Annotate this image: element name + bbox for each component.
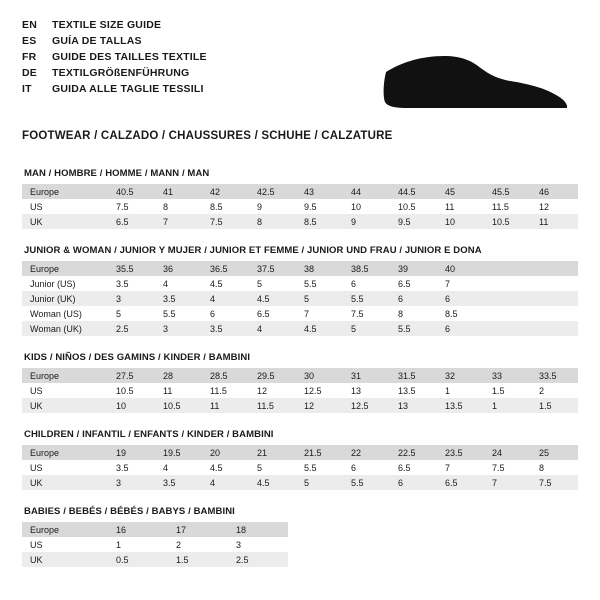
cell: 12.5 bbox=[296, 383, 343, 398]
cell: 6 bbox=[437, 291, 484, 306]
table-row bbox=[22, 214, 578, 229]
cell: 41 bbox=[155, 184, 202, 199]
cell: 1.5 bbox=[484, 383, 531, 398]
cell: 37.5 bbox=[249, 261, 296, 276]
cell: 10.5 bbox=[390, 199, 437, 214]
cell: 6.5 bbox=[249, 306, 296, 321]
cell: 5.5 bbox=[343, 475, 390, 490]
table-row bbox=[22, 460, 578, 475]
cell: 1 bbox=[484, 398, 531, 413]
cell: 5 bbox=[296, 291, 343, 306]
table-row bbox=[22, 383, 578, 398]
cell: 8 bbox=[531, 460, 578, 475]
cell: 1.5 bbox=[168, 552, 228, 567]
table-row bbox=[22, 276, 578, 291]
cell: 3 bbox=[108, 291, 155, 306]
language-title: GUIDA ALLE TAGLIE TESSILI bbox=[52, 83, 204, 95]
cell bbox=[484, 321, 531, 336]
cell: 13 bbox=[343, 383, 390, 398]
cell: 42 bbox=[202, 184, 249, 199]
cell: 4 bbox=[155, 460, 202, 475]
row-label: UK bbox=[22, 398, 108, 413]
size-group-man bbox=[22, 168, 578, 229]
cell: 7 bbox=[296, 306, 343, 321]
size-group-babies bbox=[22, 506, 578, 567]
cell: 13.5 bbox=[437, 398, 484, 413]
cell: 36 bbox=[155, 261, 202, 276]
table-row bbox=[22, 291, 578, 306]
group-title: BABIES / BEBÉS / BÉBÉS / BABYS / BAMBINI bbox=[24, 506, 235, 517]
cell: 6 bbox=[437, 321, 484, 336]
cell: 8.5 bbox=[202, 199, 249, 214]
cell: 5 bbox=[249, 460, 296, 475]
cell: 10.5 bbox=[155, 398, 202, 413]
language-list bbox=[22, 18, 207, 96]
cell bbox=[531, 306, 578, 321]
cell: 13 bbox=[390, 398, 437, 413]
cell: 28.5 bbox=[202, 368, 249, 383]
cell bbox=[531, 291, 578, 306]
cell: 6.5 bbox=[437, 475, 484, 490]
cell: 43 bbox=[296, 184, 343, 199]
cell: 2 bbox=[531, 383, 578, 398]
row-label: Europe bbox=[22, 261, 108, 276]
cell: 2.5 bbox=[228, 552, 288, 567]
size-table bbox=[22, 368, 578, 413]
cell: 10 bbox=[437, 214, 484, 229]
size-group-children bbox=[22, 429, 578, 490]
cell: 10 bbox=[343, 199, 390, 214]
cell: 7 bbox=[484, 475, 531, 490]
cell: 31 bbox=[343, 368, 390, 383]
row-label: US bbox=[22, 460, 108, 475]
language-row bbox=[22, 82, 207, 96]
cell: 4.5 bbox=[249, 475, 296, 490]
language-row bbox=[22, 34, 207, 48]
cell: 6.5 bbox=[390, 460, 437, 475]
cell: 38.5 bbox=[343, 261, 390, 276]
table-row bbox=[22, 537, 288, 552]
cell: 16 bbox=[108, 522, 168, 537]
cell: 11.5 bbox=[249, 398, 296, 413]
cell bbox=[531, 321, 578, 336]
cell: 0.5 bbox=[108, 552, 168, 567]
group-title: MAN / HOMBRE / HOMME / MANN / MAN bbox=[24, 168, 210, 179]
cell: 3.5 bbox=[202, 321, 249, 336]
size-group-junior-woman bbox=[22, 245, 578, 336]
language-code: ES bbox=[22, 35, 37, 47]
group-title: KIDS / NIÑOS / DES GAMINS / KINDER / BAMBINI bbox=[24, 352, 251, 363]
row-label: UK bbox=[22, 552, 108, 567]
cell: 2 bbox=[168, 537, 228, 552]
cell: 5.5 bbox=[155, 306, 202, 321]
cell: 7 bbox=[437, 460, 484, 475]
row-label: US bbox=[22, 383, 108, 398]
cell: 6 bbox=[202, 306, 249, 321]
language-code: FR bbox=[22, 51, 37, 63]
row-label: Junior (UK) bbox=[22, 291, 108, 306]
cell: 12 bbox=[531, 199, 578, 214]
cell: 39 bbox=[390, 261, 437, 276]
cell: 3 bbox=[228, 537, 288, 552]
row-label: Europe bbox=[22, 184, 108, 199]
size-table bbox=[22, 445, 578, 490]
language-code: EN bbox=[22, 19, 37, 31]
cell: 6.5 bbox=[108, 214, 155, 229]
table-row bbox=[22, 199, 578, 214]
size-table bbox=[22, 184, 578, 229]
cell: 17 bbox=[168, 522, 228, 537]
table-row bbox=[22, 368, 578, 383]
cell: 44 bbox=[343, 184, 390, 199]
cell: 11 bbox=[155, 383, 202, 398]
cell: 4 bbox=[202, 475, 249, 490]
language-title: GUIDE DES TAILLES TEXTILE bbox=[52, 51, 207, 63]
language-code: IT bbox=[22, 83, 32, 95]
cell: 21.5 bbox=[296, 445, 343, 460]
cell: 9 bbox=[343, 214, 390, 229]
cell: 5.5 bbox=[296, 276, 343, 291]
cell: 13.5 bbox=[390, 383, 437, 398]
group-title: JUNIOR & WOMAN / JUNIOR Y MUJER / JUNIOR ET FEMME / JUNIOR UND FRAU / JUNIOR E DONA bbox=[24, 245, 482, 256]
cell: 6 bbox=[390, 475, 437, 490]
cell: 4.5 bbox=[202, 460, 249, 475]
cell: 6 bbox=[343, 460, 390, 475]
cell: 7 bbox=[437, 276, 484, 291]
cell bbox=[484, 291, 531, 306]
cell: 40.5 bbox=[108, 184, 155, 199]
cell: 4 bbox=[249, 321, 296, 336]
table-row bbox=[22, 398, 578, 413]
cell: 4 bbox=[155, 276, 202, 291]
cell: 45 bbox=[437, 184, 484, 199]
cell: 27.5 bbox=[108, 368, 155, 383]
cell bbox=[531, 261, 578, 276]
cell: 21 bbox=[249, 445, 296, 460]
cell: 5 bbox=[343, 321, 390, 336]
group-title: CHILDREN / INFANTIL / ENFANTS / KINDER / BAMBINI bbox=[24, 429, 274, 440]
cell: 8 bbox=[390, 306, 437, 321]
row-label: Europe bbox=[22, 445, 108, 460]
language-title: TEXTILE SIZE GUIDE bbox=[52, 19, 162, 31]
cell: 36.5 bbox=[202, 261, 249, 276]
cell: 25 bbox=[531, 445, 578, 460]
row-label: Woman (UK) bbox=[22, 321, 108, 336]
cell: 46 bbox=[531, 184, 578, 199]
row-label: Europe bbox=[22, 522, 108, 537]
size-table bbox=[22, 261, 578, 336]
cell: 12 bbox=[249, 383, 296, 398]
table-row bbox=[22, 184, 578, 199]
cell: 10 bbox=[108, 398, 155, 413]
size-group-kids bbox=[22, 352, 578, 413]
row-label: UK bbox=[22, 475, 108, 490]
cell: 6.5 bbox=[390, 276, 437, 291]
cell: 1 bbox=[108, 537, 168, 552]
cell: 2.5 bbox=[108, 321, 155, 336]
cell: 7.5 bbox=[343, 306, 390, 321]
table-row bbox=[22, 475, 578, 490]
cell: 9.5 bbox=[390, 214, 437, 229]
cell: 33 bbox=[484, 368, 531, 383]
cell: 22.5 bbox=[390, 445, 437, 460]
size-table bbox=[22, 522, 288, 567]
cell: 7 bbox=[155, 214, 202, 229]
cell: 23.5 bbox=[437, 445, 484, 460]
cell: 3.5 bbox=[155, 291, 202, 306]
cell: 8 bbox=[155, 199, 202, 214]
cell: 11.5 bbox=[484, 199, 531, 214]
dress-shoe-icon bbox=[382, 36, 572, 114]
cell: 22 bbox=[343, 445, 390, 460]
cell: 5.5 bbox=[390, 321, 437, 336]
cell: 7.5 bbox=[108, 199, 155, 214]
cell: 28 bbox=[155, 368, 202, 383]
row-label: Europe bbox=[22, 368, 108, 383]
cell: 3.5 bbox=[108, 276, 155, 291]
cell: 4.5 bbox=[249, 291, 296, 306]
cell: 4.5 bbox=[202, 276, 249, 291]
row-label: US bbox=[22, 537, 108, 552]
cell: 11 bbox=[531, 214, 578, 229]
cell: 6 bbox=[390, 291, 437, 306]
cell: 3.5 bbox=[155, 475, 202, 490]
table-row bbox=[22, 552, 288, 567]
page-header bbox=[22, 18, 578, 114]
language-row bbox=[22, 66, 207, 80]
cell: 10.5 bbox=[484, 214, 531, 229]
cell bbox=[531, 276, 578, 291]
cell bbox=[484, 306, 531, 321]
cell: 44.5 bbox=[390, 184, 437, 199]
cell: 29.5 bbox=[249, 368, 296, 383]
cell: 11.5 bbox=[202, 383, 249, 398]
cell: 4.5 bbox=[296, 321, 343, 336]
cell: 1 bbox=[437, 383, 484, 398]
cell: 18 bbox=[228, 522, 288, 537]
cell bbox=[484, 276, 531, 291]
cell: 5 bbox=[108, 306, 155, 321]
cell: 5 bbox=[249, 276, 296, 291]
cell: 12 bbox=[296, 398, 343, 413]
cell: 7.5 bbox=[484, 460, 531, 475]
cell: 5 bbox=[296, 475, 343, 490]
cell: 32 bbox=[437, 368, 484, 383]
cell: 1.5 bbox=[531, 398, 578, 413]
row-label: UK bbox=[22, 214, 108, 229]
cell: 35.5 bbox=[108, 261, 155, 276]
page-title: FOOTWEAR / CALZADO / CHAUSSURES / SCHUHE / CALZATURE bbox=[22, 130, 393, 142]
table-row bbox=[22, 261, 578, 276]
cell: 5.5 bbox=[296, 460, 343, 475]
cell: 9 bbox=[249, 199, 296, 214]
cell: 40 bbox=[437, 261, 484, 276]
table-row bbox=[22, 445, 578, 460]
cell: 3 bbox=[155, 321, 202, 336]
cell: 24 bbox=[484, 445, 531, 460]
language-code: DE bbox=[22, 67, 37, 79]
cell: 6 bbox=[343, 276, 390, 291]
row-label: Woman (US) bbox=[22, 306, 108, 321]
row-label: US bbox=[22, 199, 108, 214]
cell: 10.5 bbox=[108, 383, 155, 398]
cell: 7.5 bbox=[531, 475, 578, 490]
cell: 19 bbox=[108, 445, 155, 460]
cell: 19.5 bbox=[155, 445, 202, 460]
cell: 30 bbox=[296, 368, 343, 383]
cell: 33.5 bbox=[531, 368, 578, 383]
cell: 7.5 bbox=[202, 214, 249, 229]
cell: 45.5 bbox=[484, 184, 531, 199]
language-row bbox=[22, 50, 207, 64]
language-row bbox=[22, 18, 207, 32]
cell: 11 bbox=[437, 199, 484, 214]
cell: 4 bbox=[202, 291, 249, 306]
cell: 11 bbox=[202, 398, 249, 413]
cell: 42.5 bbox=[249, 184, 296, 199]
table-row bbox=[22, 522, 288, 537]
cell: 8.5 bbox=[296, 214, 343, 229]
cell: 8 bbox=[249, 214, 296, 229]
cell: 38 bbox=[296, 261, 343, 276]
cell bbox=[484, 261, 531, 276]
cell: 3 bbox=[108, 475, 155, 490]
table-row bbox=[22, 306, 578, 321]
language-title: GUÍA DE TALLAS bbox=[52, 35, 142, 47]
cell: 5.5 bbox=[343, 291, 390, 306]
cell: 3.5 bbox=[108, 460, 155, 475]
cell: 20 bbox=[202, 445, 249, 460]
table-row bbox=[22, 321, 578, 336]
cell: 31.5 bbox=[390, 368, 437, 383]
cell: 8.5 bbox=[437, 306, 484, 321]
cell: 9.5 bbox=[296, 199, 343, 214]
cell: 12.5 bbox=[343, 398, 390, 413]
row-label: Junior (US) bbox=[22, 276, 108, 291]
language-title: TEXTILGRÖßENFÜHRUNG bbox=[52, 67, 190, 79]
